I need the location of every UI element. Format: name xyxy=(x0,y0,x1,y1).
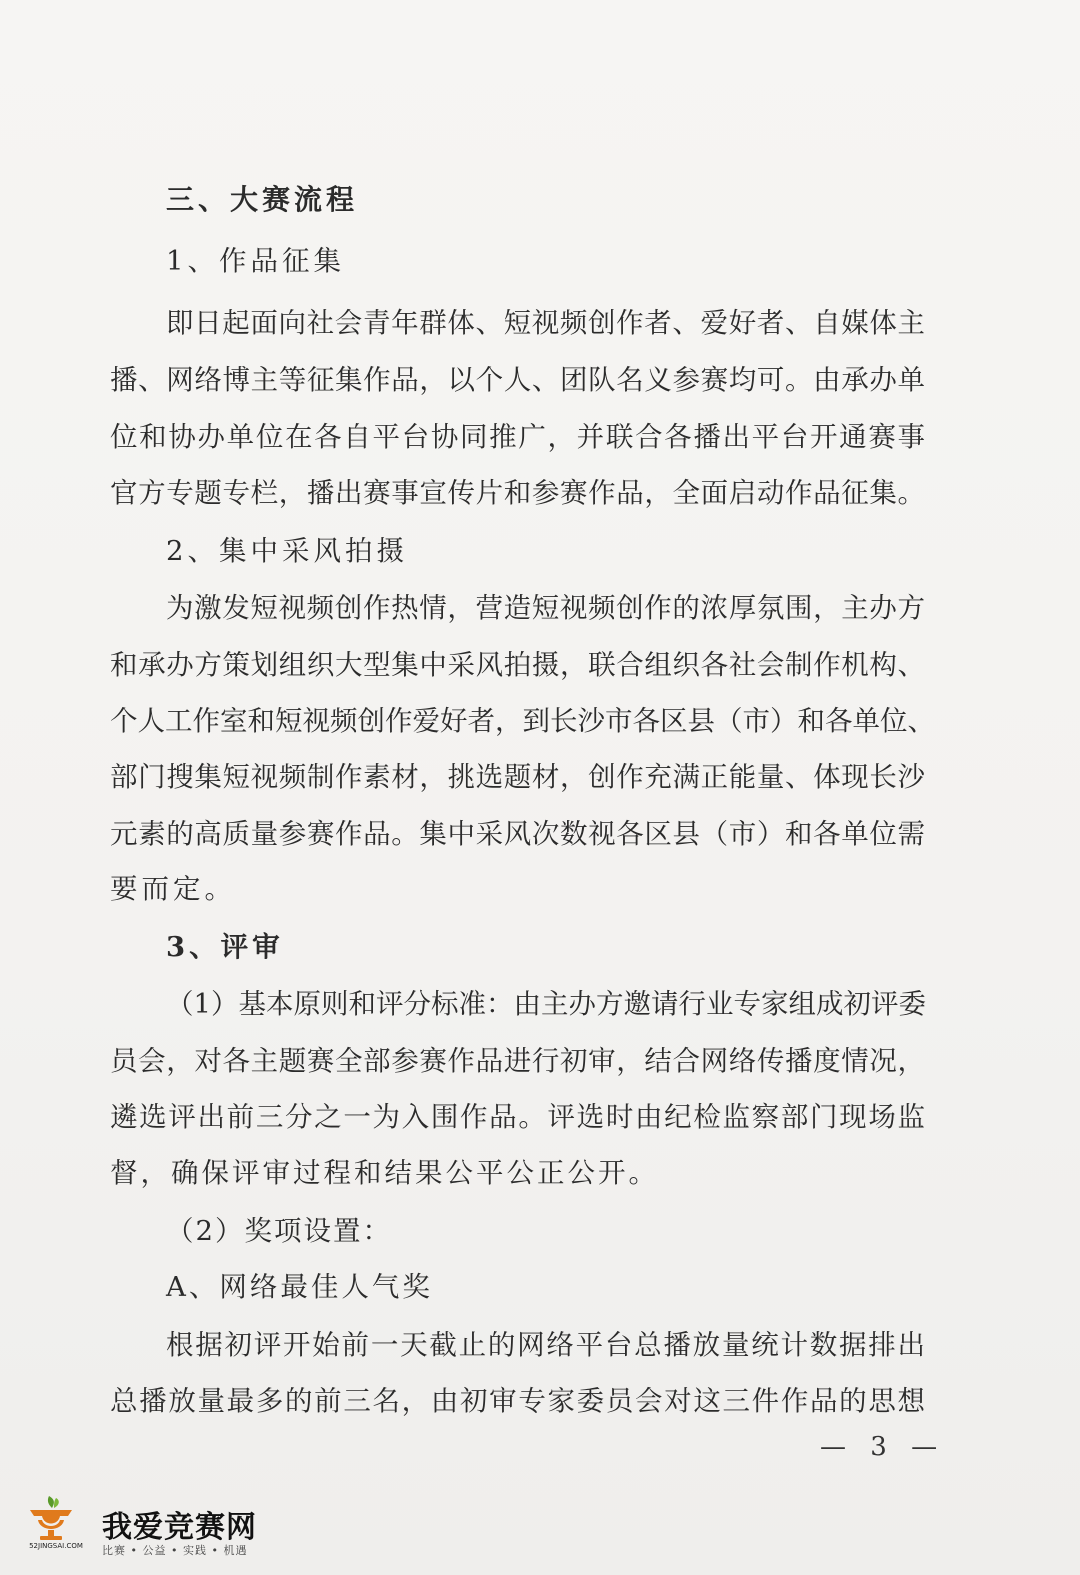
paragraph-line: 位和协办单位在各自平台协同推广，并联合各播出平台开通赛事 xyxy=(110,421,925,453)
paragraph-line: 员会，对各主题赛全部参赛作品进行初审，结合网络传播度情况， xyxy=(110,1045,925,1077)
item-title-awards: （2）奖项设置： xyxy=(166,1215,392,1247)
site-watermark xyxy=(16,1492,276,1562)
watermark-domain: 52JINGSAI.COM xyxy=(29,1542,83,1550)
watermark-slogan: 比赛 • 公益 • 实践 • 机遇 xyxy=(102,1544,248,1557)
watermark-brand-name: 我爱竞赛网 xyxy=(102,1510,257,1545)
paragraph-line: 督，确保评审过程和结果公平公正公开。 xyxy=(110,1157,659,1189)
item-title-review: 3、评审 xyxy=(166,931,284,963)
paragraph-line: 官方专题专栏，播出赛事宣传片和参赛作品，全面启动作品征集。 xyxy=(110,477,925,509)
item-title-shooting: 2、集中采风拍摄 xyxy=(166,535,408,567)
item-title-collection: 1、作品征集 xyxy=(166,245,345,277)
paragraph-line: （1）基本原则和评分标准：由主办方邀请行业专家组成初评委 xyxy=(166,988,926,1020)
paragraph-line: 和承办方策划组织大型集中采风拍摄，联合组织各社会制作机构、 xyxy=(110,649,925,681)
paragraph-line: 播、网络博主等征集作品，以个人、团队名义参赛均可。由承办单 xyxy=(110,364,925,396)
section-heading: 三、大赛流程 xyxy=(166,183,359,216)
paragraph-line: 遴选评出前三分之一为入围作品。评选时由纪检监察部门现场监 xyxy=(110,1101,925,1133)
trophy-logo-icon xyxy=(16,1492,86,1562)
paragraph-line: 元素的高质量参赛作品。集中采风次数视各区县（市）和各单位需 xyxy=(110,818,925,850)
paragraph-line: 部门搜集短视频制作素材，挑选题材，创作充满正能量、体现长沙 xyxy=(110,761,925,793)
paragraph-line: 要而定。 xyxy=(110,873,236,905)
paragraph-line: 即日起面向社会青年群体、短视频创作者、爱好者、自媒体主 xyxy=(166,307,925,339)
paragraph-line: 为激发短视频创作热情，营造短视频创作的浓厚氛围，主办方 xyxy=(166,592,925,624)
item-title-award-a: A、网络最佳人气奖 xyxy=(166,1271,433,1303)
paragraph-line: 根据初评开始前一天截止的网络平台总播放量统计数据排出 xyxy=(166,1329,925,1361)
paragraph-line: 总播放量最多的前三名，由初审专家委员会对这三件作品的思想 xyxy=(110,1385,925,1417)
paragraph-line: 个人工作室和短视频创作爱好者，到长沙市各区县（市）和各单位、 xyxy=(110,705,935,737)
page-number: — 3 — xyxy=(820,1432,946,1462)
